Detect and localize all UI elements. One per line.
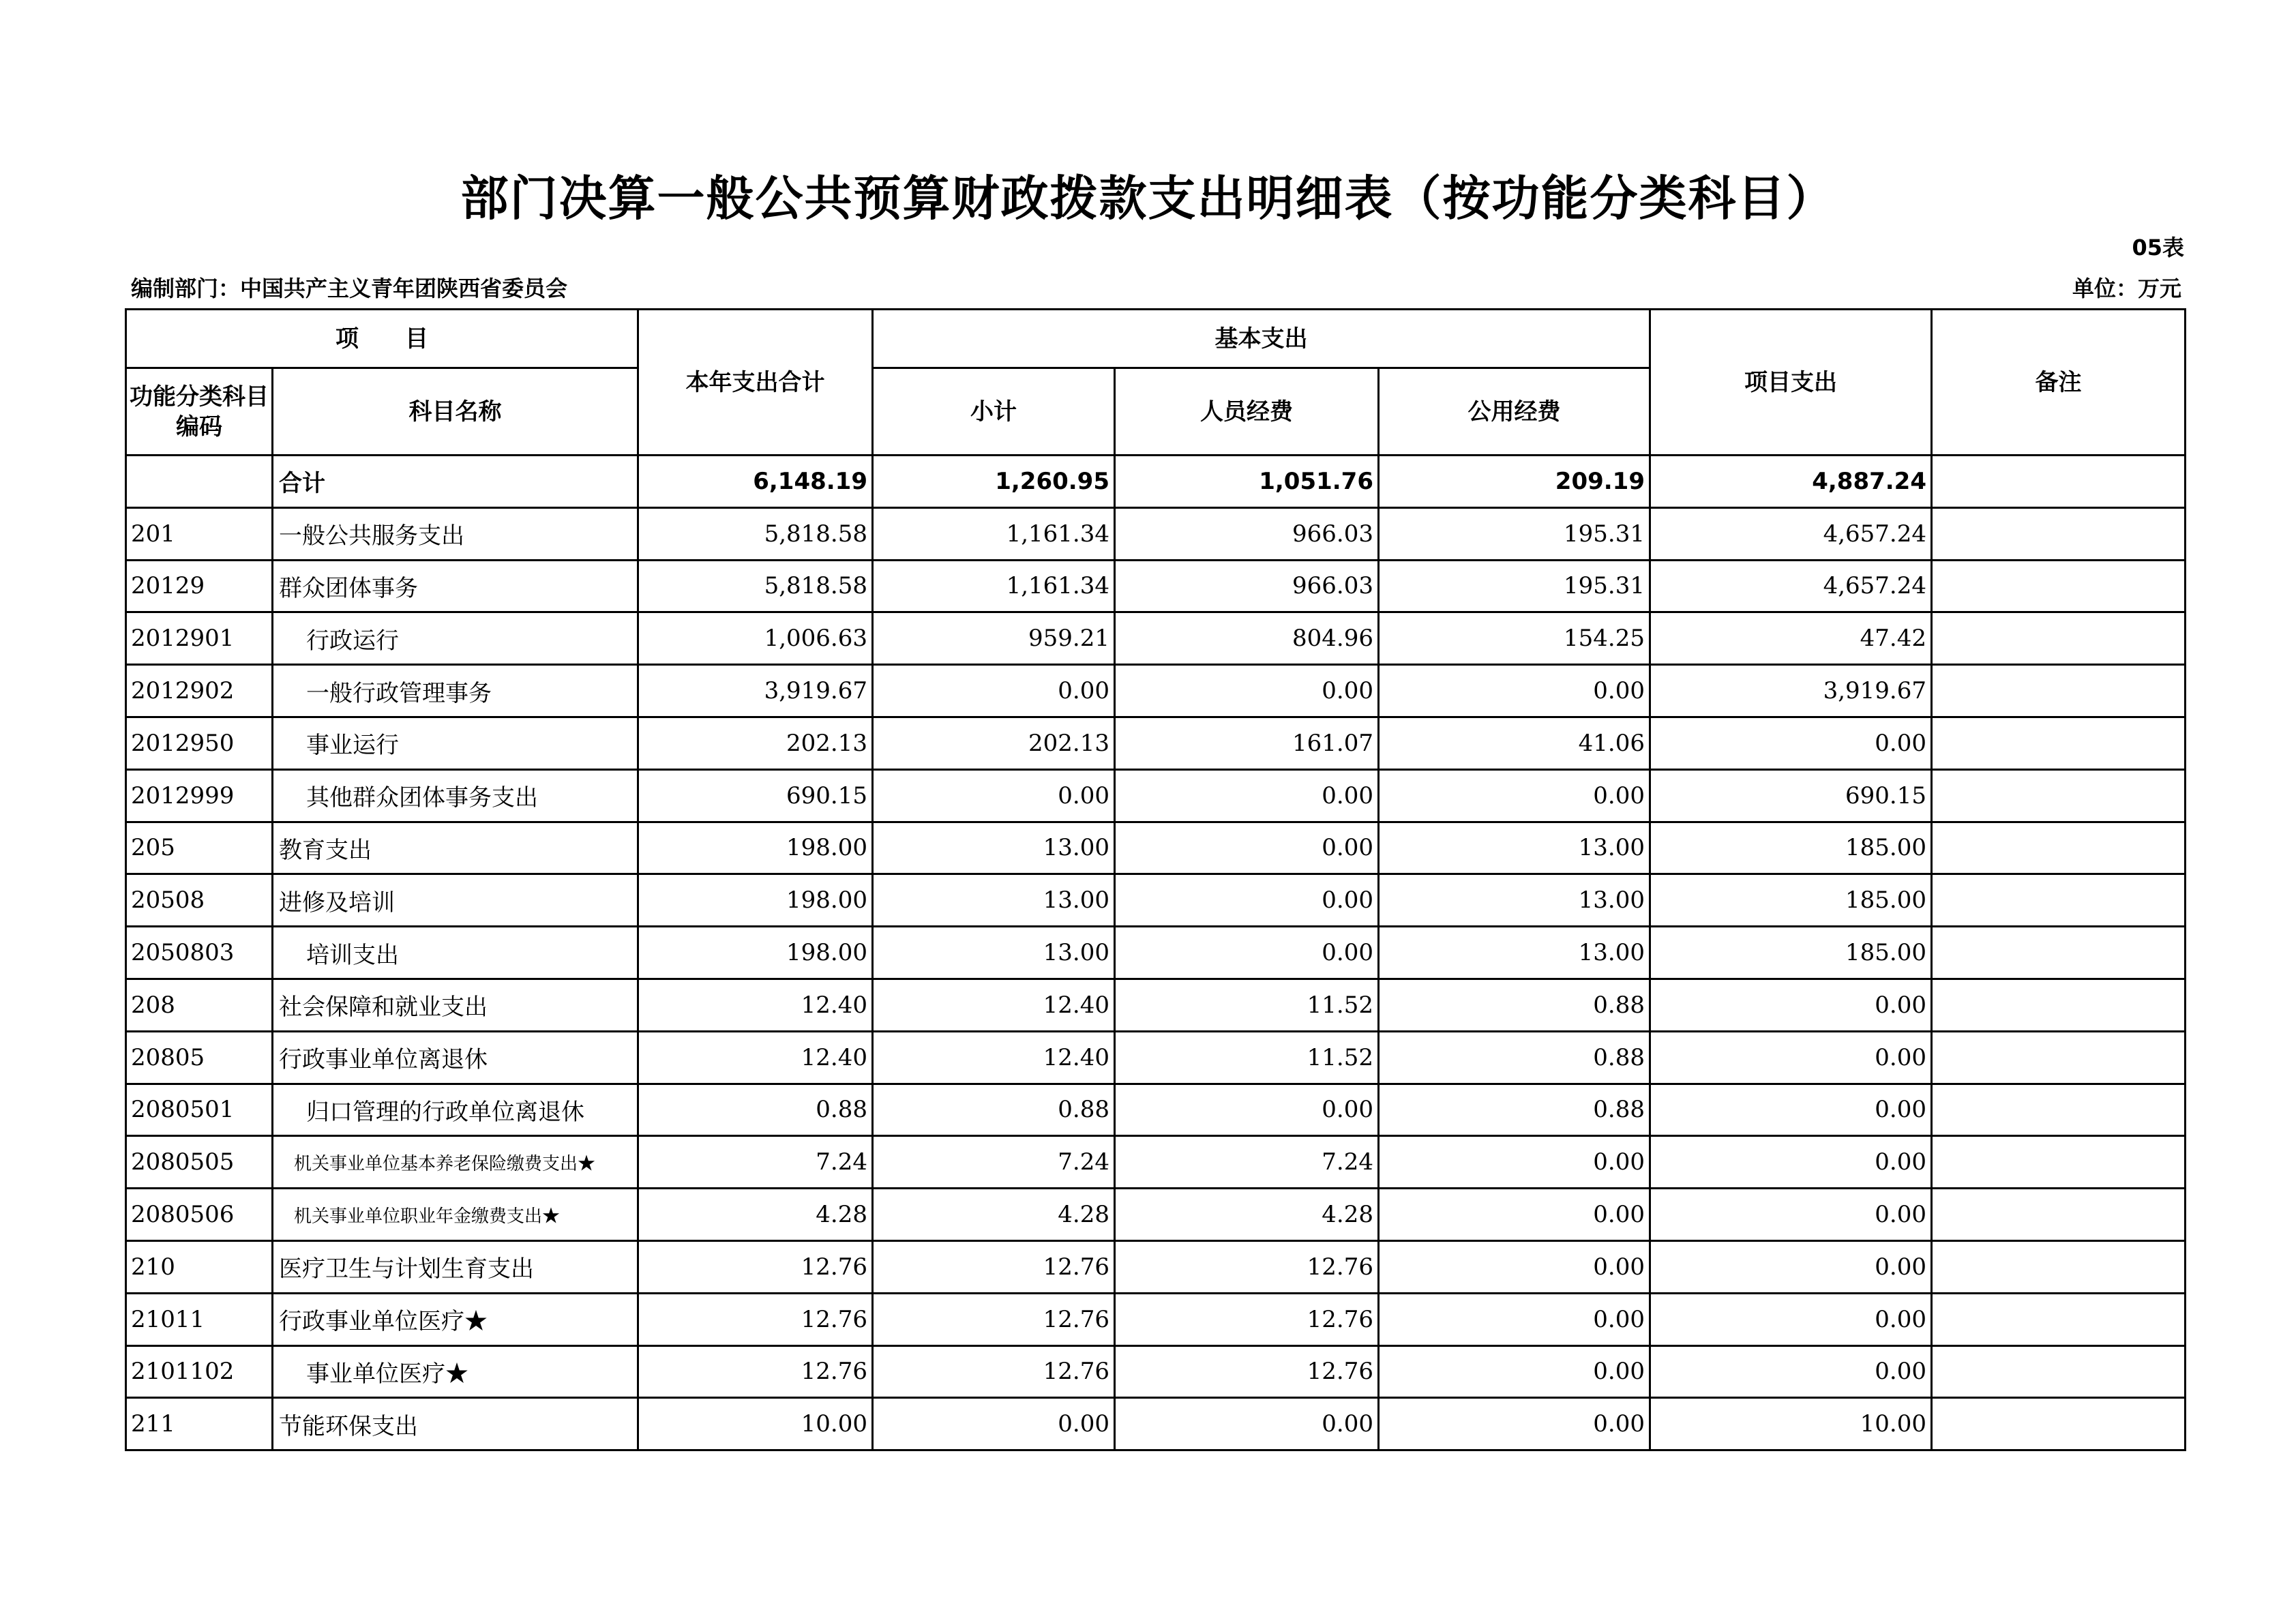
- cell-name: 群众团体事务: [273, 560, 638, 612]
- cell-code: 2080501: [126, 1084, 273, 1136]
- table-number: 05表: [2132, 235, 2184, 260]
- table-row: [126, 560, 2186, 612]
- expenditure-table: [125, 308, 2186, 1451]
- header-remark: 备注: [1932, 310, 2186, 456]
- cell-project: 185.00: [1650, 822, 1932, 874]
- cell-name: 进修及培训: [273, 874, 638, 927]
- cell-public: 0.00: [1379, 665, 1650, 717]
- cell-personnel: 11.52: [1115, 1031, 1379, 1084]
- table-row: [126, 1084, 2186, 1136]
- cell-name: 机关事业单位基本养老保险缴费支出★: [273, 1136, 638, 1189]
- cell-name: 行政事业单位离退休: [273, 1031, 638, 1084]
- cell-project: 4,887.24: [1650, 456, 1932, 508]
- cell-project: 0.00: [1650, 1136, 1932, 1189]
- cell-public: 0.00: [1379, 1345, 1650, 1398]
- cell-subtotal: 13.00: [873, 927, 1115, 979]
- cell-code: 20129: [126, 560, 273, 612]
- header-code: 功能分类科目编码: [126, 368, 273, 456]
- cell-remark: [1932, 979, 2186, 1031]
- cell-project: 0.00: [1650, 717, 1932, 769]
- cell-code: 20508: [126, 874, 273, 927]
- cell-public: 0.00: [1379, 1136, 1650, 1189]
- header-subtotal: 小计: [873, 368, 1115, 456]
- cell-remark: [1932, 717, 2186, 769]
- cell-total: 5,818.58: [638, 560, 873, 612]
- cell-project: 47.42: [1650, 612, 1932, 665]
- cell-subtotal: 12.76: [873, 1293, 1115, 1345]
- cell-personnel: 161.07: [1115, 717, 1379, 769]
- cell-total: 12.76: [638, 1240, 873, 1293]
- cell-project: 0.00: [1650, 1345, 1932, 1398]
- cell-remark: [1932, 1189, 2186, 1241]
- cell-subtotal: 0.00: [873, 1398, 1115, 1450]
- table-row: [126, 927, 2186, 979]
- cell-name: 培训支出: [273, 927, 638, 979]
- cell-name: 事业运行: [273, 717, 638, 769]
- cell-code: 2050803: [126, 927, 273, 979]
- table-row: [126, 979, 2186, 1031]
- cell-public: 13.00: [1379, 822, 1650, 874]
- cell-subtotal: 13.00: [873, 874, 1115, 927]
- cell-project: 0.00: [1650, 979, 1932, 1031]
- cell-code: 21011: [126, 1293, 273, 1345]
- cell-code: 2080505: [126, 1136, 273, 1189]
- cell-code: 2012902: [126, 665, 273, 717]
- table-row: [126, 1293, 2186, 1345]
- cell-subtotal: 12.76: [873, 1345, 1115, 1398]
- cell-personnel: 4.28: [1115, 1189, 1379, 1241]
- cell-remark: [1932, 1240, 2186, 1293]
- cell-total: 12.40: [638, 979, 873, 1031]
- cell-code: 2012901: [126, 612, 273, 665]
- cell-code: 2012999: [126, 769, 273, 822]
- cell-total: 198.00: [638, 874, 873, 927]
- cell-personnel: 966.03: [1115, 560, 1379, 612]
- cell-subtotal: 12.40: [873, 1031, 1115, 1084]
- cell-subtotal: 7.24: [873, 1136, 1115, 1189]
- cell-personnel: 0.00: [1115, 665, 1379, 717]
- cell-project: 0.00: [1650, 1240, 1932, 1293]
- cell-personnel: 0.00: [1115, 874, 1379, 927]
- cell-name: 事业单位医疗★: [273, 1345, 638, 1398]
- cell-personnel: 7.24: [1115, 1136, 1379, 1189]
- cell-project: 0.00: [1650, 1084, 1932, 1136]
- cell-code: 2012950: [126, 717, 273, 769]
- table-row: [126, 507, 2186, 560]
- cell-subtotal: 12.76: [873, 1240, 1115, 1293]
- cell-public: 0.00: [1379, 1189, 1650, 1241]
- cell-name: 机关事业单位职业年金缴费支出★: [273, 1189, 638, 1241]
- cell-total: 198.00: [638, 822, 873, 874]
- cell-subtotal: 4.28: [873, 1189, 1115, 1241]
- cell-total: 12.76: [638, 1345, 873, 1398]
- cell-name: 一般行政管理事务: [273, 665, 638, 717]
- cell-total: 198.00: [638, 927, 873, 979]
- cell-public: 209.19: [1379, 456, 1650, 508]
- cell-total: 202.13: [638, 717, 873, 769]
- cell-total: 12.76: [638, 1293, 873, 1345]
- cell-personnel: 12.76: [1115, 1240, 1379, 1293]
- cell-public: 0.88: [1379, 1031, 1650, 1084]
- header-project: 项 目: [126, 310, 638, 368]
- cell-remark: [1932, 1398, 2186, 1450]
- cell-personnel: 1,051.76: [1115, 456, 1379, 508]
- table-row: [126, 1189, 2186, 1241]
- cell-total: 12.40: [638, 1031, 873, 1084]
- cell-total: 3,919.67: [638, 665, 873, 717]
- cell-public: 0.00: [1379, 1293, 1650, 1345]
- table-row: [126, 1031, 2186, 1084]
- cell-name: 教育支出: [273, 822, 638, 874]
- cell-code: 211: [126, 1398, 273, 1450]
- cell-project: 0.00: [1650, 1293, 1932, 1345]
- table-row: [126, 1136, 2186, 1189]
- cell-code: 205: [126, 822, 273, 874]
- cell-remark: [1932, 456, 2186, 508]
- table-row: [126, 665, 2186, 717]
- cell-public: 0.88: [1379, 979, 1650, 1031]
- cell-public: 0.88: [1379, 1084, 1650, 1136]
- cell-subtotal: 0.00: [873, 769, 1115, 822]
- table-row: [126, 717, 2186, 769]
- header-name: 科目名称: [273, 368, 638, 456]
- cell-code: 201: [126, 507, 273, 560]
- cell-total: 0.88: [638, 1084, 873, 1136]
- cell-remark: [1932, 769, 2186, 822]
- header-basic: 基本支出: [873, 310, 1650, 368]
- cell-public: 195.31: [1379, 560, 1650, 612]
- cell-personnel: 12.76: [1115, 1293, 1379, 1345]
- cell-project: 0.00: [1650, 1189, 1932, 1241]
- cell-name: 社会保障和就业支出: [273, 979, 638, 1031]
- table-row: [126, 822, 2186, 874]
- cell-total: 5,818.58: [638, 507, 873, 560]
- cell-total: 1,006.63: [638, 612, 873, 665]
- cell-personnel: 0.00: [1115, 1398, 1379, 1450]
- cell-personnel: 966.03: [1115, 507, 1379, 560]
- cell-public: 0.00: [1379, 769, 1650, 822]
- cell-code: 208: [126, 979, 273, 1031]
- cell-remark: [1932, 1136, 2186, 1189]
- cell-personnel: 11.52: [1115, 979, 1379, 1031]
- cell-remark: [1932, 822, 2186, 874]
- cell-public: 13.00: [1379, 874, 1650, 927]
- cell-code: 210: [126, 1240, 273, 1293]
- cell-remark: [1932, 1031, 2186, 1084]
- table-row: [126, 1240, 2186, 1293]
- cell-personnel: 0.00: [1115, 1084, 1379, 1136]
- cell-personnel: 0.00: [1115, 927, 1379, 979]
- cell-name: 合计: [273, 456, 638, 508]
- cell-subtotal: 959.21: [873, 612, 1115, 665]
- cell-project: 4,657.24: [1650, 507, 1932, 560]
- page-title: 部门决算一般公共预算财政拨款支出明细表（按功能分类科目）: [460, 170, 1836, 226]
- unit-label: 单位：万元: [2072, 276, 2181, 301]
- cell-name: 医疗卫生与计划生育支出: [273, 1240, 638, 1293]
- cell-subtotal: 13.00: [873, 822, 1115, 874]
- table-row: [126, 1345, 2186, 1398]
- cell-subtotal: 0.00: [873, 665, 1115, 717]
- table-row: [126, 1398, 2186, 1450]
- cell-remark: [1932, 612, 2186, 665]
- cell-subtotal: 0.88: [873, 1084, 1115, 1136]
- cell-personnel: 0.00: [1115, 822, 1379, 874]
- cell-remark: [1932, 507, 2186, 560]
- cell-total: 6,148.19: [638, 456, 873, 508]
- cell-personnel: 12.76: [1115, 1345, 1379, 1398]
- table-row: [126, 874, 2186, 927]
- cell-public: 41.06: [1379, 717, 1650, 769]
- cell-remark: [1932, 927, 2186, 979]
- header-project-expense: 项目支出: [1650, 310, 1932, 456]
- cell-public: 0.00: [1379, 1240, 1650, 1293]
- cell-remark: [1932, 1293, 2186, 1345]
- cell-subtotal: 202.13: [873, 717, 1115, 769]
- header-public: 公用经费: [1379, 368, 1650, 456]
- cell-project: 4,657.24: [1650, 560, 1932, 612]
- cell-public: 0.00: [1379, 1398, 1650, 1450]
- cell-name: 节能环保支出: [273, 1398, 638, 1450]
- cell-remark: [1932, 665, 2186, 717]
- cell-personnel: 804.96: [1115, 612, 1379, 665]
- cell-subtotal: 1,161.34: [873, 560, 1115, 612]
- cell-remark: [1932, 874, 2186, 927]
- cell-project: 185.00: [1650, 874, 1932, 927]
- cell-public: 13.00: [1379, 927, 1650, 979]
- cell-project: 3,919.67: [1650, 665, 1932, 717]
- table-row: [126, 769, 2186, 822]
- cell-total: 10.00: [638, 1398, 873, 1450]
- cell-name: 行政事业单位医疗★: [273, 1293, 638, 1345]
- header-total: 本年支出合计: [638, 310, 873, 456]
- cell-project: 0.00: [1650, 1031, 1932, 1084]
- cell-code: 20805: [126, 1031, 273, 1084]
- cell-remark: [1932, 560, 2186, 612]
- header-personnel: 人员经费: [1115, 368, 1379, 456]
- cell-total: 7.24: [638, 1136, 873, 1189]
- cell-project: 185.00: [1650, 927, 1932, 979]
- cell-project: 10.00: [1650, 1398, 1932, 1450]
- total-row: [126, 456, 2186, 508]
- cell-code: 2080506: [126, 1189, 273, 1241]
- cell-subtotal: 12.40: [873, 979, 1115, 1031]
- cell-code: [126, 456, 273, 508]
- cell-subtotal: 1,260.95: [873, 456, 1115, 508]
- cell-remark: [1932, 1084, 2186, 1136]
- cell-public: 154.25: [1379, 612, 1650, 665]
- cell-total: 690.15: [638, 769, 873, 822]
- cell-name: 归口管理的行政单位离退休: [273, 1084, 638, 1136]
- cell-project: 690.15: [1650, 769, 1932, 822]
- cell-personnel: 0.00: [1115, 769, 1379, 822]
- compiling-department: 编制部门：中国共产主义青年团陕西省委员会: [131, 276, 568, 301]
- cell-code: 2101102: [126, 1345, 273, 1398]
- cell-name: 其他群众团体事务支出: [273, 769, 638, 822]
- cell-total: 4.28: [638, 1189, 873, 1241]
- cell-public: 195.31: [1379, 507, 1650, 560]
- cell-name: 行政运行: [273, 612, 638, 665]
- cell-remark: [1932, 1345, 2186, 1398]
- table-row: [126, 612, 2186, 665]
- cell-subtotal: 1,161.34: [873, 507, 1115, 560]
- cell-name: 一般公共服务支出: [273, 507, 638, 560]
